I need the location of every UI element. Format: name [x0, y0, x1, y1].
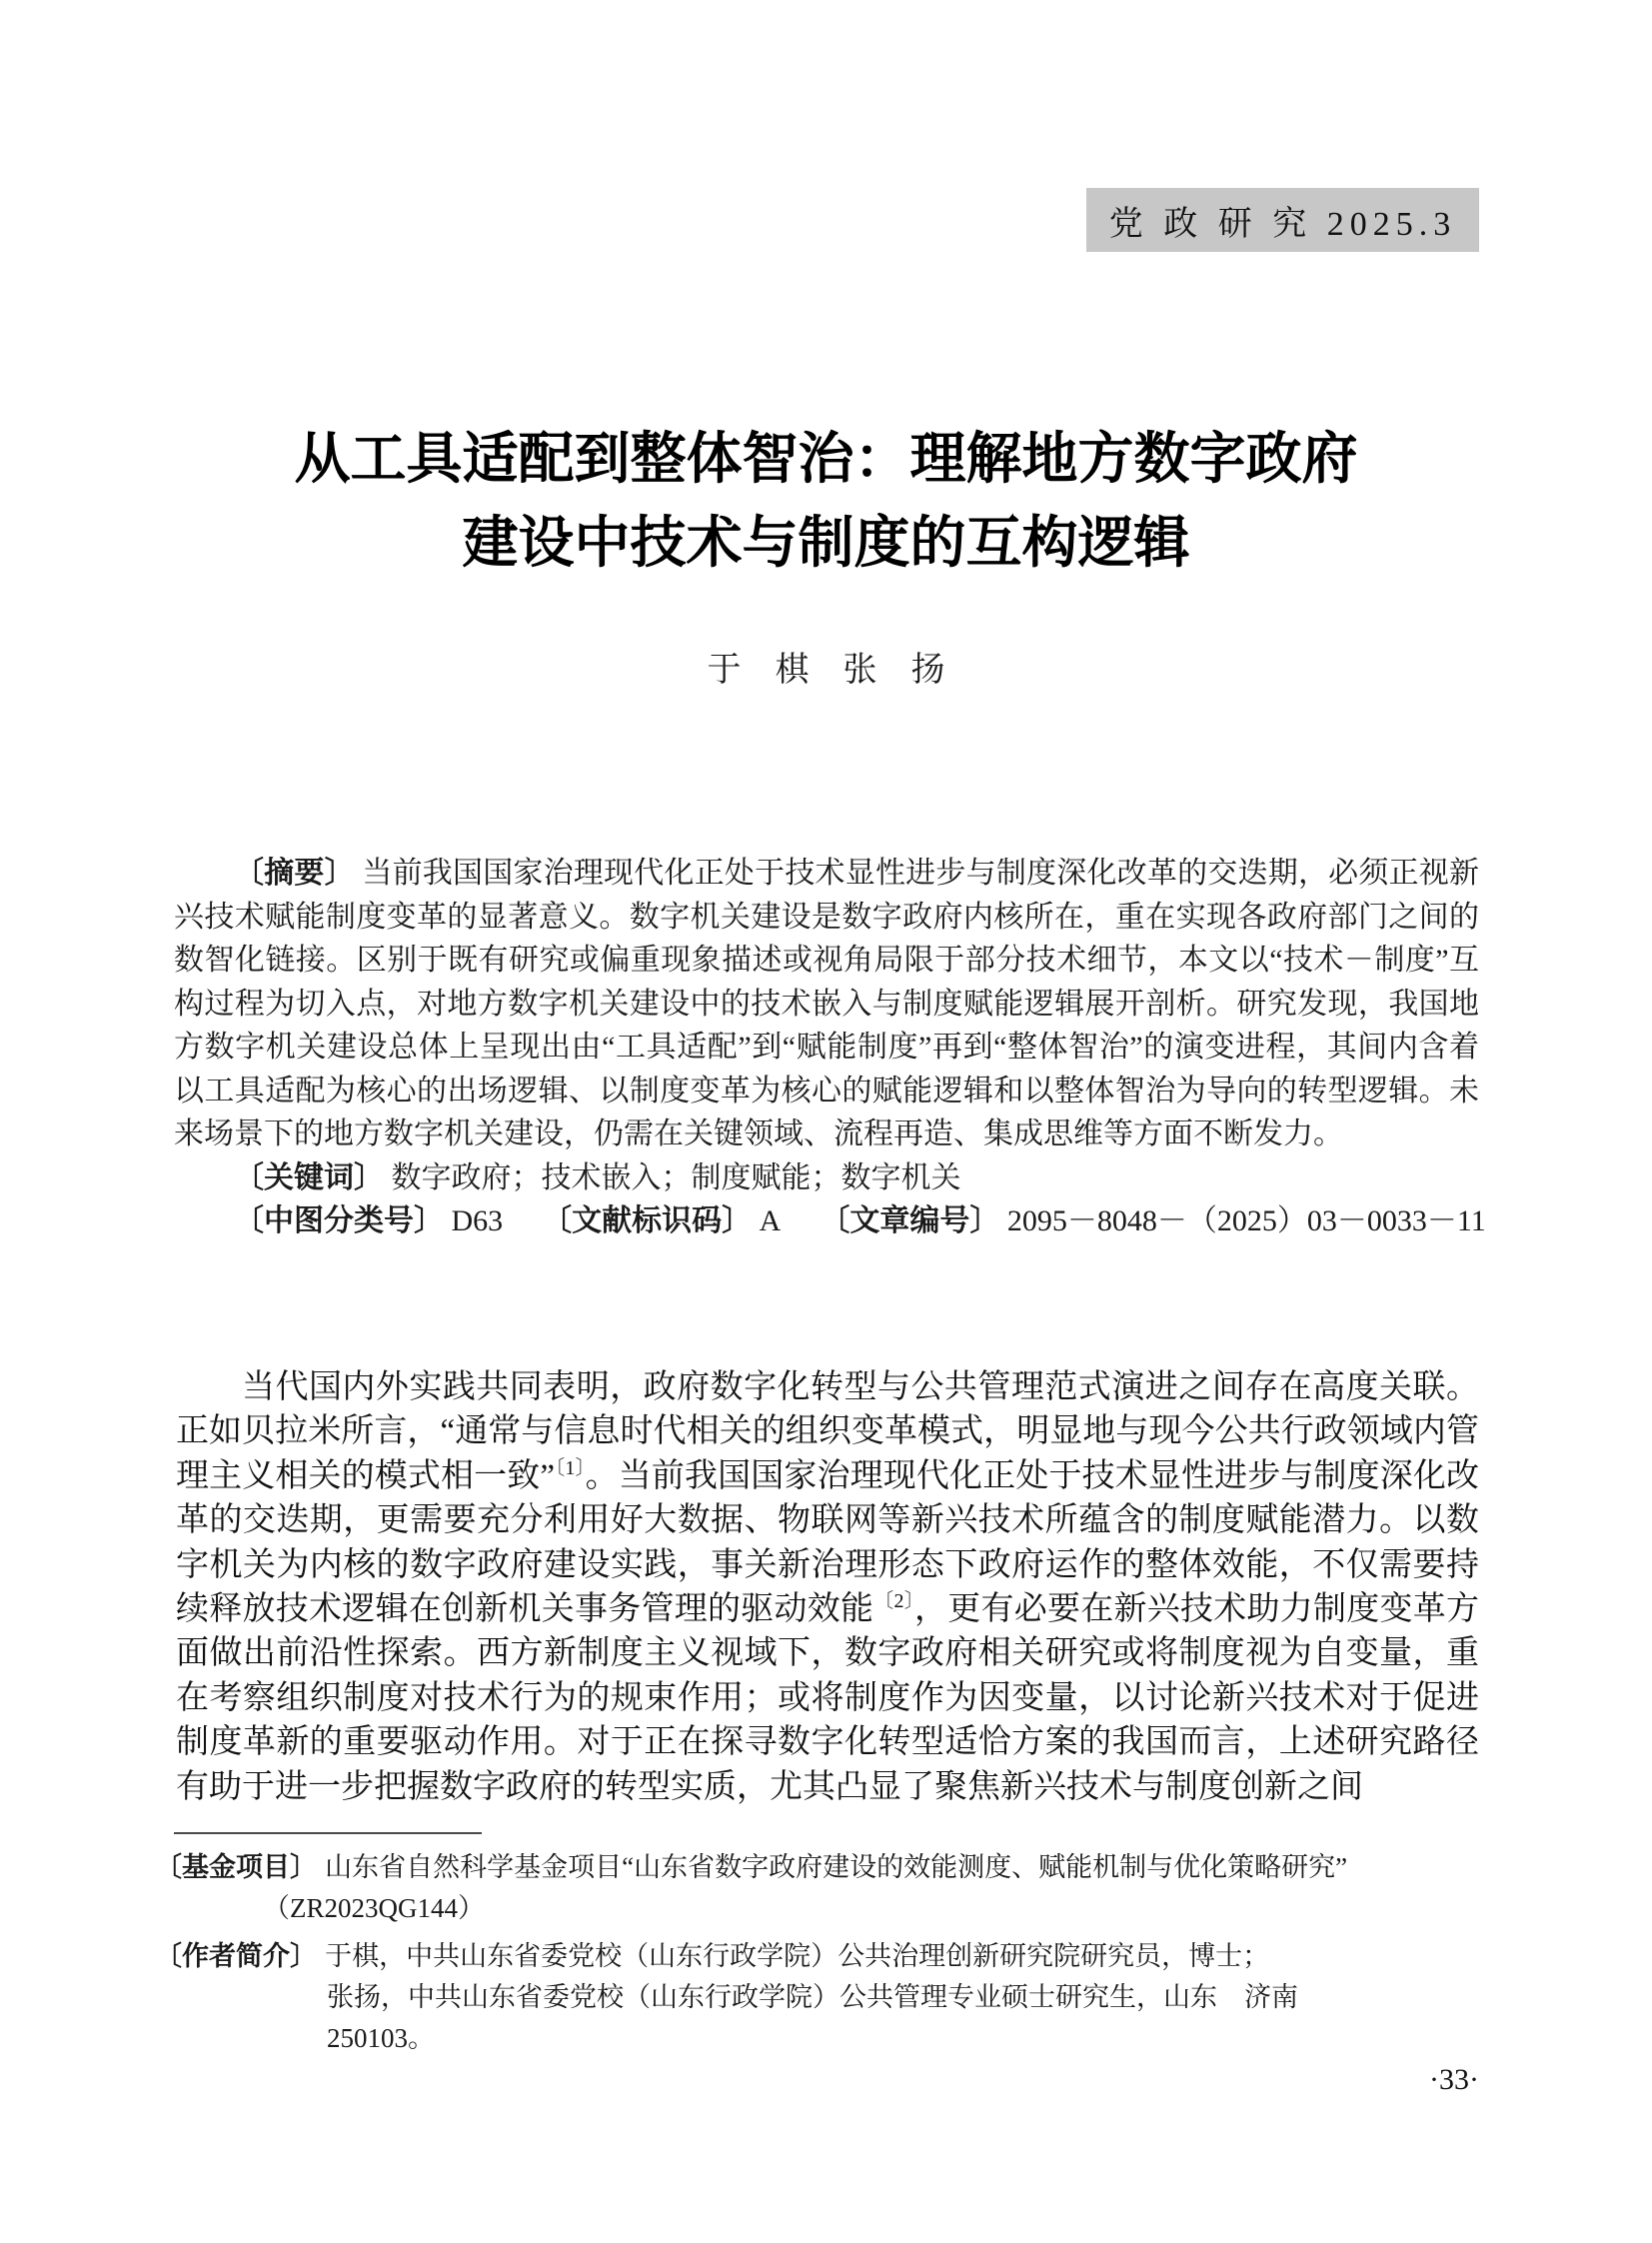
body-text-segment: 当代国内外实践共同表明，政府数字化转型与公共管理范式演进之间存在高度关联。正如贝拉米所言，“通常与信息时代相关的组织变革模式，明显地与现今公共行政领域内管理主义相关的模式相一致”	[176, 1369, 1479, 1494]
journal-header-text: 党 政 研 究 2025.3	[1108, 205, 1457, 243]
page-number: ·33·	[1429, 2063, 1479, 2096]
body-paragraph	[176, 1365, 1479, 1809]
footnote-ref-2: 〔2〕	[873, 1590, 914, 1613]
article-id-value: 2095－8048－（2025）03－0033－11	[1006, 1204, 1486, 1237]
article-id-label: 〔文章编号〕	[820, 1204, 1000, 1237]
article-title-line2: 建设中技术与制度的互构逻辑	[462, 513, 1190, 575]
body-text-segment: ，更有必要在新兴技术助力制度变革方面做出前沿性探索。西方新制度主义视域下，数字政府相关研究或将制度视为自变量，重在考察组织制度对技术行为的规束作用；或将制度作为因变量，以讨论新兴技术对于促进制度革新的重要驱动作用。对于正在探寻数字化转型适恰方案的我国而言，上述研究路径有助于进一步把握数字政府的转型实质，尤其凸显了聚焦新兴技术与制度创新之间	[176, 1591, 1479, 1805]
author-bio-text-3: 250103。	[327, 2023, 435, 2053]
keywords-line	[174, 1156, 1479, 1200]
article-body	[176, 1365, 1479, 1809]
keywords-label: 〔关键词〕	[234, 1160, 384, 1194]
doc-code-label: 〔文献标识码〕	[542, 1204, 753, 1237]
footnote-ref-1: 〔1〕	[555, 1456, 586, 1479]
author-bio-text-2: 张扬，中共山东省委党校（山东行政学院）公共管理专业硕士研究生，山东 济南	[327, 1982, 1298, 2012]
clc-value: D63	[451, 1204, 504, 1237]
fund-project-number: （ZR2023QG144）	[263, 1893, 485, 1923]
fund-project-label: 〔基金项目〕	[155, 1852, 317, 1882]
journal-header-badge	[1086, 188, 1479, 252]
fund-project-text: 山东省自然科学基金项目“山东省数字政府建设的效能测度、赋能机制与优化策略研究”	[325, 1852, 1348, 1882]
clc-label: 〔中图分类号〕	[234, 1204, 444, 1237]
abstract-text: 当前我国国家治理现代化正处于技术显性进步与制度深化改革的交迭期，必须正视新兴技术赋能制度变革的显著意义。数字机关建设是数字政府内核所在，重在实现各政府部门之间的数智化链接。区别于既有研究或偏重现象描述或视角局限于部分技术细节，本文以“技术－制度”互构过程为切入点，对地方数字机关建设中的技术嵌入与制度赋能逻辑展开剖析。研究发现，我国地方数字机关建设总体上呈现出由“工具适配”到“赋能制度”再到“整体智治”的演变进程，其间内含着以工具适配为核心的出场逻辑、以制度变革为核心的赋能逻辑和以整体智治为导向的转型逻辑。未来场景下的地方数字机关建设，仍需在关键领域、流程再造、集成思维等方面不断发力。	[174, 857, 1480, 1150]
article-meta	[174, 852, 1486, 1243]
classification-line	[174, 1199, 1486, 1243]
body-text-segment: 。当前我国国家治理现代化正处于技术显性进步与制度深化改革的交迭期，更需要充分利用好大数据、物联网等新兴技术所蕴含的制度赋能潜力。以数字机关为内核的数字政府建设实践，事关新治理形态下政府运作的整体效能，不仅需要持续释放技术逻辑在创新机关事务管理的驱动效能	[176, 1457, 1480, 1628]
footnote-separator	[174, 1832, 482, 1834]
author-bio-text-1: 于棋，中共山东省委党校（山东行政学院）公共治理创新研究院研究员，博士；	[325, 1941, 1270, 1971]
abstract-label: 〔摘要〕	[234, 857, 355, 890]
author-bio-line	[155, 1936, 1484, 1977]
footnote-block	[155, 1847, 1484, 2059]
abstract-paragraph	[174, 852, 1479, 1156]
doc-code-value: A	[759, 1204, 782, 1237]
article-title	[0, 418, 1652, 586]
article-title-line1: 从工具适配到整体智治：理解地方数字政府	[294, 429, 1358, 491]
author-bio-label: 〔作者简介〕	[155, 1941, 317, 1971]
article-authors: 于 棋 张 扬	[707, 652, 945, 689]
keywords-text: 数字政府；技术嵌入；制度赋能；数字机关	[391, 1160, 961, 1194]
fund-project-line	[155, 1847, 1484, 1888]
